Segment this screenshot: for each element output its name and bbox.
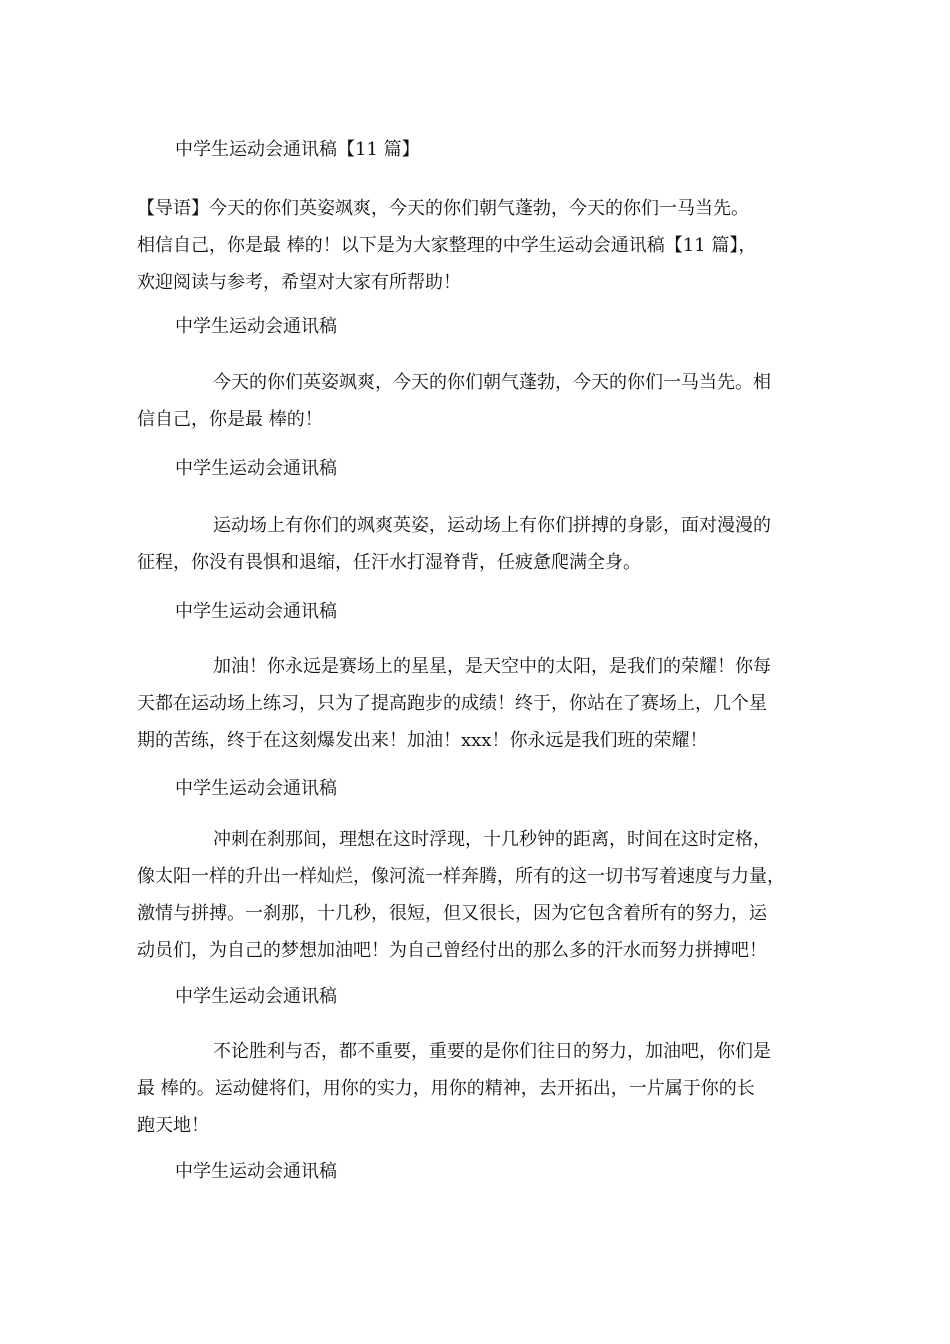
section-heading: 中学生运动会通讯稿: [175, 316, 337, 337]
section-paragraph: [137, 1033, 827, 1144]
paragraph-line: 运动场上有你们的飒爽英姿，运动场上有你们拼搏的身影，面对漫漫的: [213, 515, 771, 536]
intro-line: 相信自己，你是最 棒的！以下是为大家整理的中学生运动会通讯稿【11 篇】，: [137, 235, 757, 256]
document-title: 中学生运动会通讯稿【11 篇】: [175, 139, 420, 160]
section-heading: 中学生运动会通讯稿: [175, 986, 337, 1007]
paragraph-line: 激情与拼搏。一刹那，十几秒，很短，但又很长，因为它包含着所有的努力，运: [137, 903, 767, 924]
paragraph-line: 信自己，你是最 棒的！: [137, 409, 323, 430]
section-heading: 中学生运动会通讯稿: [175, 1161, 337, 1182]
section-heading: 中学生运动会通讯稿: [175, 458, 337, 479]
intro-paragraph: [137, 190, 827, 301]
section-paragraph: [137, 821, 827, 969]
paragraph-line: 冲刺在刹那间，理想在这时浮现，十几秒钟的距离，时间在这时定格，: [213, 829, 771, 850]
section-paragraph: [137, 507, 827, 581]
paragraph-line: 天都在运动场上练习，只为了提高跑步的成绩！终于，你站在了赛场上，几个星: [137, 693, 767, 714]
intro-line: 【导语】今天的你们英姿飒爽，今天的你们朝气蓬勃，今天的你们一马当先。: [137, 198, 749, 219]
paragraph-line: 征程，你没有畏惧和退缩，任汗水打湿脊背，任疲惫爬满全身。: [137, 552, 641, 573]
paragraph-line: 跑天地！: [137, 1115, 209, 1136]
paragraph-line: 加油！你永远是赛场上的星星，是天空中的太阳，是我们的荣耀！你每: [213, 656, 771, 677]
paragraph-line: 像太阳一样的升出一样灿烂，像河流一样奔腾，所有的这一切书写着速度与力量，: [137, 866, 785, 887]
paragraph-line: 今天的你们英姿飒爽，今天的你们朝气蓬勃，今天的你们一马当先。相: [213, 372, 771, 393]
intro-line: 欢迎阅读与参考，希望对大家有所帮助！: [137, 272, 461, 293]
section-heading: 中学生运动会通讯稿: [175, 778, 337, 799]
section-paragraph: [137, 648, 827, 759]
section-paragraph: [137, 364, 827, 438]
paragraph-line: 动员们，为自己的梦想加油吧！为自己曾经付出的那么多的汗水而努力拼搏吧！: [137, 940, 767, 961]
section-heading: 中学生运动会通讯稿: [175, 601, 337, 622]
paragraph-line: 不论胜利与否，都不重要，重要的是你们往日的努力，加油吧，你们是: [213, 1041, 771, 1062]
paragraph-line: 最 棒的。运动健将们，用你的实力，用你的精神，去开拓出，一片属于你的长: [137, 1078, 755, 1099]
paragraph-line: 期的苦练，终于在这刻爆发出来！加油！xxx！你永远是我们班的荣耀！: [137, 730, 708, 751]
